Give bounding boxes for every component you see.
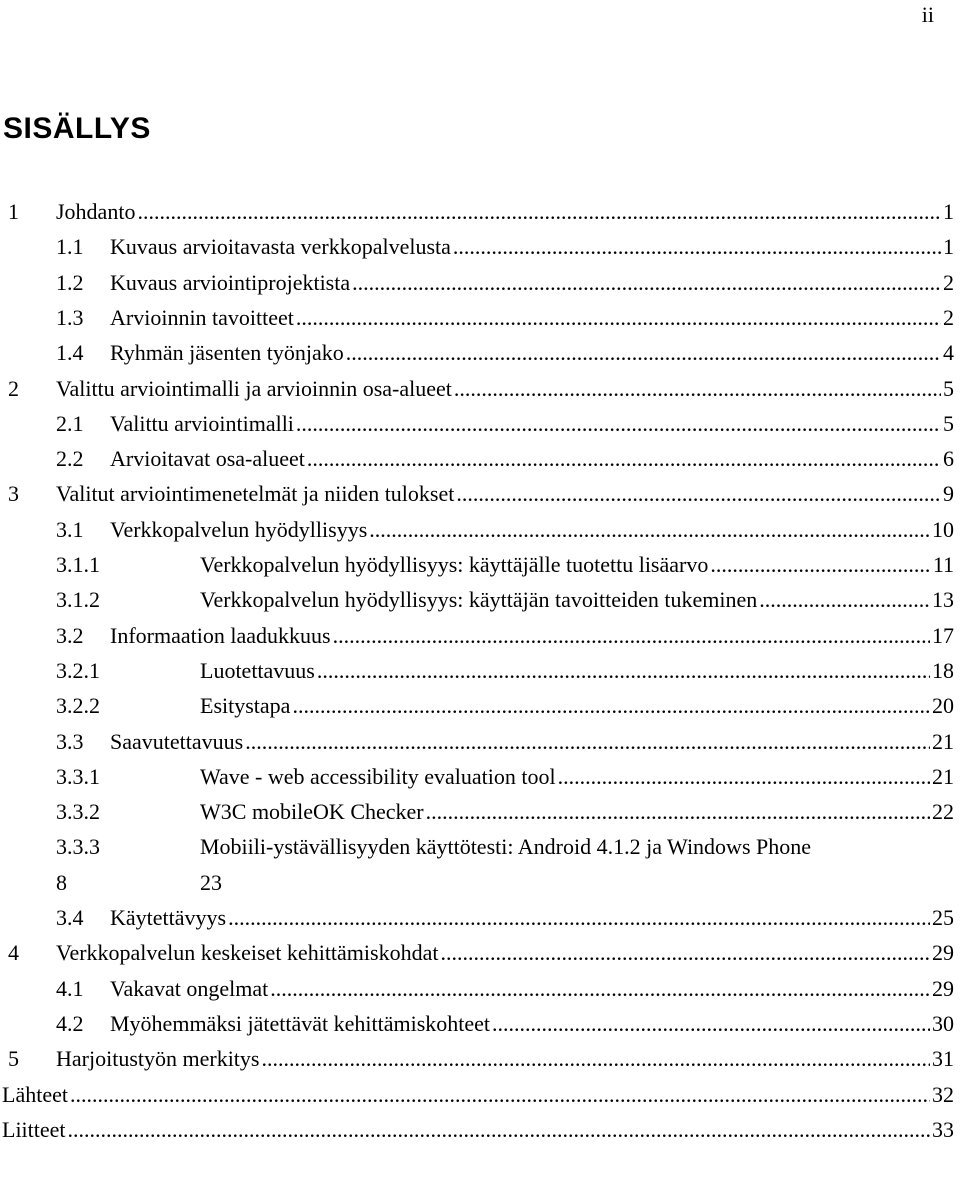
- toc-entry[interactable]: [0, 1082, 960, 1118]
- toc-entry-page: 33: [932, 1116, 954, 1142]
- toc-entry-leader: [454, 376, 941, 402]
- toc-entry-title: Luotettavuus: [200, 657, 315, 683]
- toc-entry-number: 3.1.2: [56, 587, 100, 613]
- toc-entry-number: 1: [8, 199, 19, 224]
- toc-entry-page: 31: [932, 1046, 954, 1072]
- toc-entry-page: 18: [932, 657, 954, 683]
- toc-entry-title: W3C mobileOK Checker: [200, 799, 424, 825]
- toc-entry[interactable]: [0, 199, 960, 235]
- toc-entry-title: Esitystapa: [200, 693, 291, 719]
- toc-entry-leader: [70, 1082, 930, 1108]
- toc-entry-page: 5: [943, 410, 954, 436]
- toc-entry-title: Käytettävyys: [110, 905, 227, 930]
- toc-entry-number: 1.1: [56, 234, 84, 260]
- toc-entry-leader: [296, 305, 941, 331]
- toc-entry-page: 10: [932, 516, 954, 542]
- toc-entry-continuation[interactable]: [0, 870, 960, 906]
- toc-entry-number: 3.4: [56, 905, 84, 930]
- toc-entry-number: 1.4: [56, 340, 84, 366]
- toc-entry-leader: [369, 517, 930, 543]
- toc-entry[interactable]: [0, 834, 960, 870]
- toc-entry-page: 9: [943, 481, 954, 507]
- toc-entry[interactable]: [0, 305, 960, 341]
- toc-entry-page: 20: [932, 693, 954, 719]
- toc-entry[interactable]: [0, 270, 960, 306]
- toc-entry-title: Saavutettavuus: [110, 728, 244, 754]
- toc-entry-page: 2: [943, 269, 954, 295]
- toc-entry-leader: [245, 729, 930, 755]
- toc-entry[interactable]: [0, 411, 960, 447]
- toc-entry-title: Johdanto: [56, 199, 136, 224]
- toc-entry-page: 32: [932, 1081, 954, 1107]
- toc-entry-title: Harjoitustyön merkitys: [56, 1046, 260, 1072]
- toc-entry-leader: [710, 552, 930, 578]
- toc-entry-leader: [307, 446, 941, 472]
- toc-entry-leader: [270, 976, 930, 1002]
- toc-entry-number: 3.2.1: [56, 657, 100, 683]
- toc-entry[interactable]: [0, 623, 960, 659]
- toc-entry-page: 23: [200, 869, 222, 895]
- toc-entry-title: Verkkopalvelun hyödyllisyys: käyttäjän tavoitteiden tukeminen: [200, 587, 758, 613]
- toc-entry-page: 6: [943, 446, 954, 472]
- toc-entry-leader: [317, 658, 930, 684]
- toc-entry-title: Kuvaus arviointiprojektista: [110, 269, 351, 295]
- toc-entry-title: Valitut arviointimenetelmät ja niiden tulokset: [56, 481, 455, 507]
- toc-entry-number: 1.2: [56, 269, 84, 295]
- toc-entry-title: Verkkopalvelun hyödyllisyys: käyttäjälle tuotettu lisäarvo: [200, 552, 709, 577]
- toc-entry-page: 21: [932, 728, 954, 754]
- toc-entry-title: Verkkopalvelun hyödyllisyys: [110, 516, 368, 542]
- toc-entry-leader: [453, 234, 941, 260]
- toc-entry-number: 2: [8, 375, 19, 401]
- toc-entry-leader: [456, 481, 941, 507]
- toc-entry-number: 2.2: [56, 446, 84, 472]
- toc-entry-page: 13: [932, 587, 954, 613]
- toc-entry-page: 29: [932, 940, 954, 966]
- toc-entry-title: Informaation laadukkuus: [110, 622, 331, 648]
- toc-entry-leader: [333, 623, 930, 649]
- toc-entry-page: 2: [943, 304, 954, 330]
- toc-entry-leader: [137, 199, 941, 225]
- toc-entry-number: 2.1: [56, 410, 84, 436]
- toc-entry-title: Myöhemmäksi jätettävät kehittämiskohteet: [110, 1010, 491, 1036]
- toc-entry-leader: [440, 940, 930, 966]
- toc-entry-leader: [352, 270, 941, 296]
- toc-entry-title: Arvioitavat osa-alueet: [110, 446, 305, 472]
- toc-entry-title: Mobiili-ystävällisyyden käyttötesti: Android 4.1.2 ja Windows Phone: [200, 834, 812, 860]
- toc-entry-page: 1: [943, 234, 954, 260]
- toc-entry[interactable]: [0, 517, 960, 553]
- toc-entry-page: 17: [932, 622, 954, 648]
- toc-entry-leader: [558, 764, 930, 790]
- toc-entry-leader: [759, 587, 930, 613]
- toc-entry[interactable]: [0, 1046, 960, 1082]
- toc-entry-number: 3: [8, 481, 19, 507]
- toc-entry-title-continuation: 8: [56, 869, 67, 895]
- toc-entry-number: 3.3.3: [56, 834, 100, 860]
- toc-entry-leader: [346, 340, 941, 366]
- toc-entry-title: Vakavat ongelmat: [110, 975, 269, 1001]
- toc-entry[interactable]: [0, 905, 960, 941]
- toc-entry[interactable]: [0, 658, 960, 694]
- toc-entry-page: 25: [932, 905, 954, 930]
- toc-entry-leader: [228, 905, 930, 931]
- toc-entry-title: Verkkopalvelun keskeiset kehittämiskohdat: [56, 940, 439, 966]
- toc-entry-title: Arvioinnin tavoitteet: [110, 304, 294, 330]
- toc-entry-title: Wave - web accessibility evaluation tool: [200, 763, 556, 789]
- toc-entry-title: Valittu arviointimalli: [110, 410, 294, 436]
- toc-entry-number: 5: [8, 1046, 19, 1072]
- toc-entry-leader: [296, 411, 941, 437]
- toc-entry-title: Kuvaus arvioitavasta verkkopalvelusta: [110, 234, 451, 260]
- toc-entry[interactable]: [0, 764, 960, 800]
- toc-entry-page: 22: [932, 799, 954, 825]
- toc-entry[interactable]: [0, 976, 960, 1012]
- toc-entry-number: 3.1: [56, 516, 84, 542]
- toc-entry-leader: [492, 1011, 930, 1037]
- toc-entry-page: 1: [943, 199, 954, 224]
- toc-entry-page: 29: [932, 975, 954, 1001]
- toc-entry-number: 4: [8, 940, 19, 966]
- toc-entry-title: Liitteet: [2, 1116, 66, 1142]
- toc-entry[interactable]: [0, 1011, 960, 1047]
- toc-heading: SISÄLLYS: [3, 112, 151, 145]
- toc-entry-page: 21: [932, 763, 954, 789]
- toc-entry-page: 5: [943, 375, 954, 401]
- toc-entry-page: 30: [932, 1010, 954, 1036]
- toc-entry[interactable]: [0, 693, 960, 729]
- toc-entry-number: 3.1.1: [56, 552, 100, 577]
- toc-entry[interactable]: [0, 1117, 960, 1153]
- page-number: ii: [921, 2, 934, 27]
- toc-entry-number: 4.1: [56, 975, 84, 1001]
- toc-entry-leader: [426, 799, 930, 825]
- toc-entry-number: 3.3.2: [56, 799, 100, 825]
- toc-entry-page: 4: [943, 340, 954, 366]
- toc-entry-title: Lähteet: [2, 1081, 68, 1107]
- toc-entry[interactable]: [0, 729, 960, 765]
- toc-entry-title: Ryhmän jäsenten työnjako: [110, 340, 344, 366]
- toc-entry-leader: [292, 693, 930, 719]
- toc-entry[interactable]: [0, 940, 960, 976]
- toc-entry-number: 3.2: [56, 622, 84, 648]
- toc-entry-leader: [261, 1046, 930, 1072]
- toc-entry[interactable]: [0, 376, 960, 412]
- toc-entry[interactable]: [0, 552, 960, 588]
- toc-entry-number: 4.2: [56, 1010, 84, 1036]
- toc-entry[interactable]: [0, 587, 960, 623]
- toc-entry[interactable]: [0, 481, 960, 517]
- toc-entry[interactable]: [0, 446, 960, 482]
- toc-entry[interactable]: [0, 234, 960, 270]
- toc-entry-leader: [68, 1117, 930, 1143]
- toc-entry-title: Valittu arviointimalli ja arvioinnin osa-alueet: [56, 375, 452, 401]
- toc-entry-number: 1.3: [56, 304, 84, 330]
- toc-entry[interactable]: [0, 340, 960, 376]
- toc-entry-number: 3.2.2: [56, 693, 100, 719]
- toc-entry-number: 3.3: [56, 728, 84, 754]
- toc-entry-number: 3.3.1: [56, 763, 100, 789]
- toc-entry[interactable]: [0, 799, 960, 835]
- toc-entry-page: 11: [932, 552, 954, 577]
